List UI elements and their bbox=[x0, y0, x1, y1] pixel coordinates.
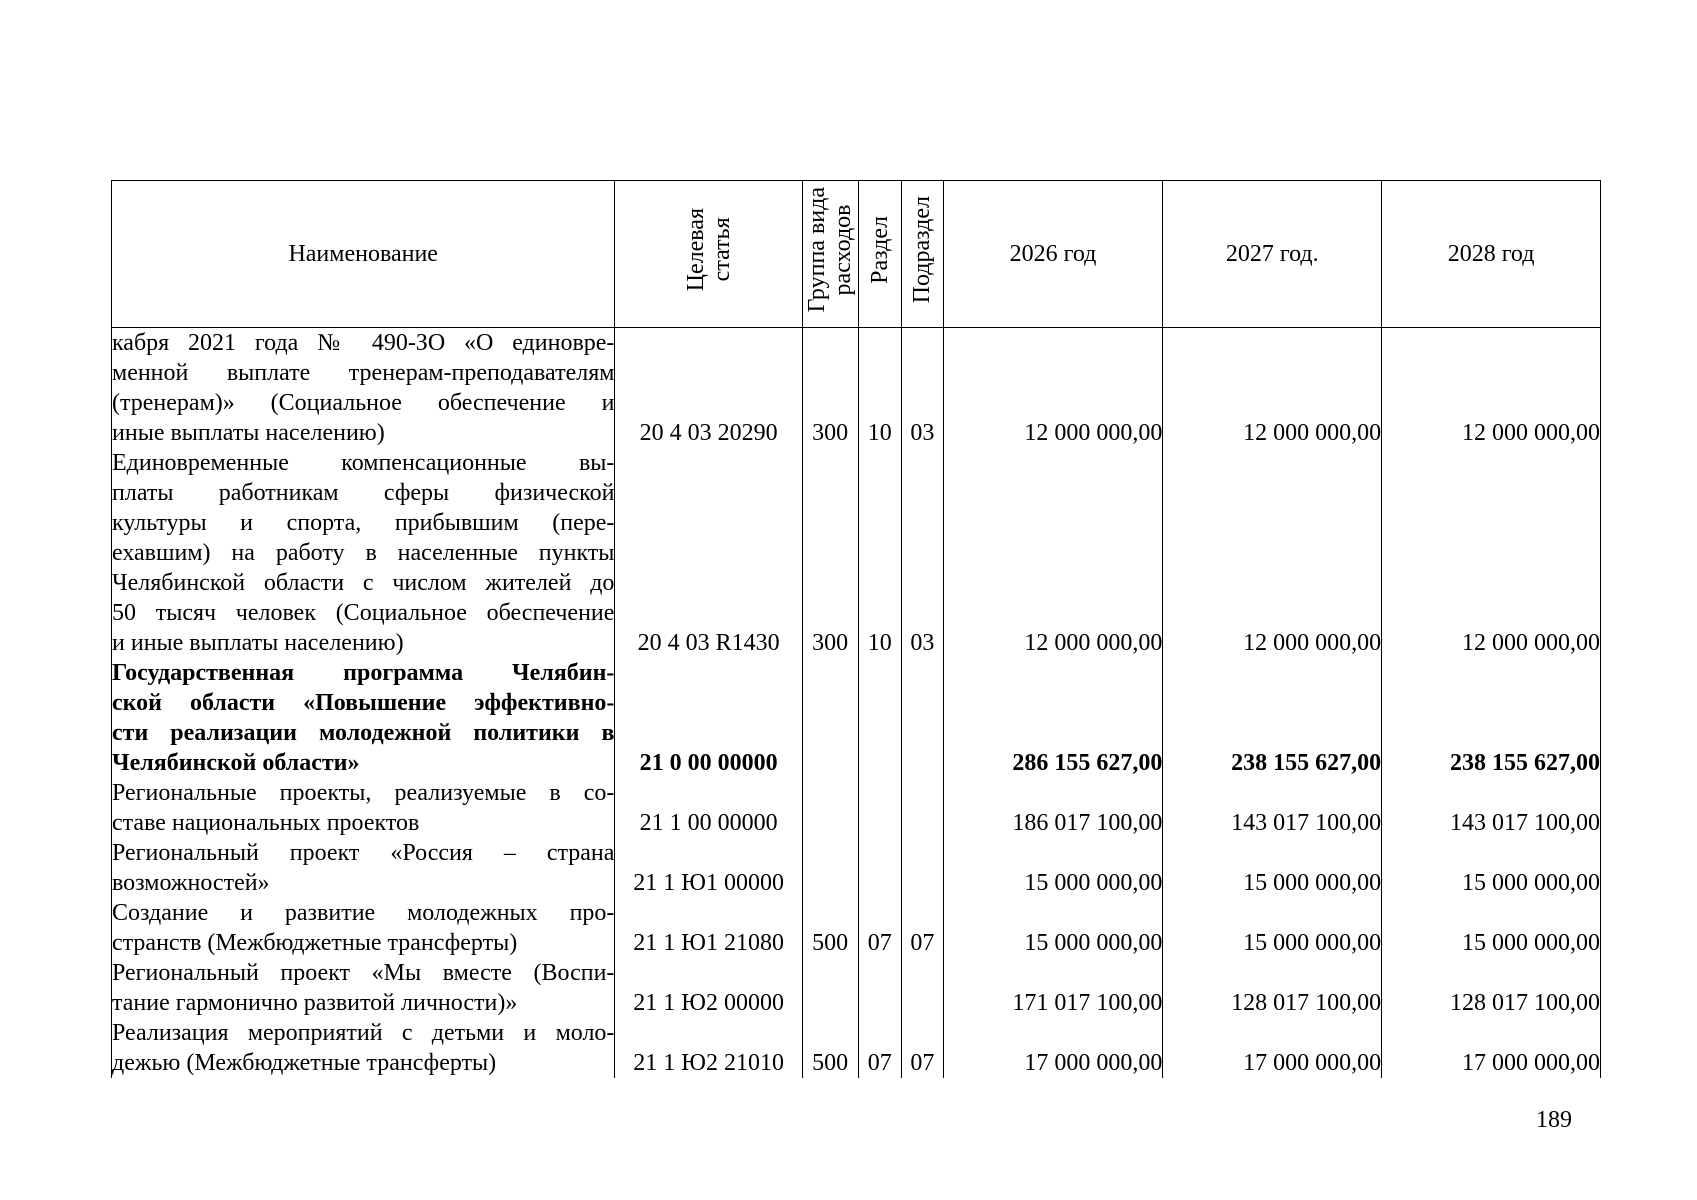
row-amount-2027: 238 155 627,00 bbox=[1163, 658, 1382, 778]
row-name bbox=[112, 448, 615, 658]
row-target-article: 21 1 00 00000 bbox=[615, 778, 802, 838]
row-name-line: культуры и спорта, прибывшим (пере- bbox=[112, 510, 615, 536]
row-target-article: 21 1 Ю2 21010 bbox=[615, 1018, 802, 1078]
row-name bbox=[112, 1018, 615, 1078]
table-row bbox=[112, 898, 1601, 958]
row-name bbox=[112, 778, 615, 838]
row-target-article: 20 4 03 20290 bbox=[615, 328, 802, 449]
row-name-line: менной выплате тренерам-преподавателям bbox=[112, 360, 615, 386]
row-amount-2027: 128 017 100,00 bbox=[1163, 958, 1382, 1018]
row-name-line: тание гармонично развитой личности)» bbox=[112, 990, 518, 1016]
table-row bbox=[112, 658, 1601, 778]
row-amount-2028: 15 000 000,00 bbox=[1382, 898, 1601, 958]
header-section: Раздел bbox=[858, 181, 902, 328]
header-expense-group bbox=[802, 181, 858, 328]
row-amount-2026: 15 000 000,00 bbox=[943, 838, 1163, 898]
row-section: 07 bbox=[858, 1018, 902, 1078]
row-amount-2026: 186 017 100,00 bbox=[943, 778, 1163, 838]
row-name-line: (тренерам)» (Социальное обеспечение и bbox=[112, 390, 615, 416]
row-expense-group: 500 bbox=[802, 1018, 858, 1078]
row-subsection bbox=[902, 838, 944, 898]
row-section bbox=[858, 958, 902, 1018]
row-name-line: возможностей» bbox=[112, 870, 270, 896]
row-section bbox=[858, 658, 902, 778]
row-amount-2026: 15 000 000,00 bbox=[943, 898, 1163, 958]
row-name-line: Реализация мероприятий с детьми и моло- bbox=[112, 1020, 615, 1046]
row-name-line: Региональный проект «Россия – страна bbox=[112, 840, 615, 866]
row-amount-2028: 238 155 627,00 bbox=[1382, 658, 1601, 778]
row-amount-2026: 12 000 000,00 bbox=[943, 328, 1163, 449]
row-name-line: Челябинской области» bbox=[112, 750, 360, 776]
row-expense-group: 300 bbox=[802, 448, 858, 658]
row-name-line: ехавшим) на работу в населенные пункты bbox=[112, 540, 615, 566]
row-expense-group: 300 bbox=[802, 328, 858, 449]
row-name-line: платы работникам сферы физической bbox=[112, 480, 615, 506]
header-target-article bbox=[615, 181, 802, 328]
row-amount-2027: 17 000 000,00 bbox=[1163, 1018, 1382, 1078]
row-name-line: ставе национальных проектов bbox=[112, 810, 420, 836]
row-amount-2028: 17 000 000,00 bbox=[1382, 1018, 1601, 1078]
row-expense-group bbox=[802, 658, 858, 778]
header-name: Наименование bbox=[112, 181, 615, 328]
row-name-line: иные выплаты населению) bbox=[112, 420, 385, 446]
row-subsection: 03 bbox=[902, 328, 944, 449]
row-name bbox=[112, 328, 615, 449]
row-amount-2026: 12 000 000,00 bbox=[943, 448, 1163, 658]
row-amount-2028: 128 017 100,00 bbox=[1382, 958, 1601, 1018]
row-expense-group bbox=[802, 838, 858, 898]
row-name-line: и иные выплаты населению) bbox=[112, 630, 404, 656]
header-target-article-line2: статья bbox=[708, 218, 735, 282]
row-subsection bbox=[902, 958, 944, 1018]
page-number: 189 bbox=[1536, 1107, 1572, 1133]
row-amount-2026: 171 017 100,00 bbox=[943, 958, 1163, 1018]
table-row bbox=[112, 328, 1601, 449]
table-row bbox=[112, 778, 1601, 838]
row-amount-2027: 15 000 000,00 bbox=[1163, 898, 1382, 958]
table-row bbox=[112, 448, 1601, 658]
row-amount-2027: 143 017 100,00 bbox=[1163, 778, 1382, 838]
row-name-line: Государственная программа Челябин- bbox=[112, 660, 615, 686]
row-name bbox=[112, 838, 615, 898]
row-amount-2028: 12 000 000,00 bbox=[1382, 328, 1601, 449]
row-amount-2027: 15 000 000,00 bbox=[1163, 838, 1382, 898]
row-amount-2027: 12 000 000,00 bbox=[1163, 328, 1382, 449]
row-subsection: 07 bbox=[902, 1018, 944, 1078]
row-name bbox=[112, 898, 615, 958]
row-amount-2028: 12 000 000,00 bbox=[1382, 448, 1601, 658]
table-row bbox=[112, 838, 1601, 898]
row-subsection bbox=[902, 778, 944, 838]
row-target-article: 21 1 Ю1 00000 bbox=[615, 838, 802, 898]
row-name-line: кабря 2021 года № 490-ЗО «О единовре- bbox=[112, 330, 615, 356]
row-name-line: Челябинской области с числом жителей до bbox=[112, 570, 615, 596]
row-subsection bbox=[902, 658, 944, 778]
header-2027: 2027 год. bbox=[1163, 181, 1382, 328]
row-subsection: 07 bbox=[902, 898, 944, 958]
row-expense-group bbox=[802, 778, 858, 838]
row-section: 07 bbox=[858, 898, 902, 958]
row-amount-2028: 143 017 100,00 bbox=[1382, 778, 1601, 838]
row-name-line: Единовременные компенсационные вы- bbox=[112, 450, 615, 476]
row-target-article: 20 4 03 R1430 bbox=[615, 448, 802, 658]
row-section bbox=[858, 778, 902, 838]
row-name-line: Создание и развитие молодежных про- bbox=[112, 900, 615, 926]
row-target-article: 21 1 Ю1 21080 bbox=[615, 898, 802, 958]
row-name-line: ской области «Повышение эффективно- bbox=[112, 690, 615, 716]
row-name-line: Региональный проект «Мы вместе (Воспи- bbox=[112, 960, 615, 986]
row-name-line: дежью (Межбюджетные трансферты) bbox=[112, 1050, 497, 1076]
row-name-line: сти реализации молодежной политики в bbox=[112, 720, 615, 746]
header-expense-group-line1: Группа вида bbox=[804, 187, 831, 313]
header-target-article-line1: Целевая bbox=[682, 208, 709, 292]
row-amount-2026: 286 155 627,00 bbox=[943, 658, 1163, 778]
table-row bbox=[112, 958, 1601, 1018]
row-amount-2027: 12 000 000,00 bbox=[1163, 448, 1382, 658]
row-amount-2026: 17 000 000,00 bbox=[943, 1018, 1163, 1078]
row-name bbox=[112, 658, 615, 778]
row-section: 10 bbox=[858, 448, 902, 658]
row-expense-group bbox=[802, 958, 858, 1018]
row-name-line: 50 тысяч человек (Социальное обеспечение bbox=[112, 600, 615, 626]
header-subsection: Подраздел bbox=[902, 181, 944, 328]
header-2028: 2028 год bbox=[1382, 181, 1601, 328]
row-section: 10 bbox=[858, 328, 902, 449]
header-expense-group-line2: расходов bbox=[830, 204, 857, 296]
row-amount-2028: 15 000 000,00 bbox=[1382, 838, 1601, 898]
row-target-article: 21 0 00 00000 bbox=[615, 658, 802, 778]
row-name bbox=[112, 958, 615, 1018]
row-target-article: 21 1 Ю2 00000 bbox=[615, 958, 802, 1018]
row-section bbox=[858, 838, 902, 898]
budget-table bbox=[111, 180, 1601, 1078]
row-name-line: странств (Межбюджетные трансферты) bbox=[112, 930, 518, 956]
table-header-row bbox=[112, 181, 1601, 328]
row-subsection: 03 bbox=[902, 448, 944, 658]
table-body bbox=[112, 328, 1601, 1079]
row-name-line: Региональные проекты, реализуемые в со- bbox=[112, 780, 615, 806]
row-expense-group: 500 bbox=[802, 898, 858, 958]
header-2026: 2026 год bbox=[943, 181, 1163, 328]
table-row bbox=[112, 1018, 1601, 1078]
